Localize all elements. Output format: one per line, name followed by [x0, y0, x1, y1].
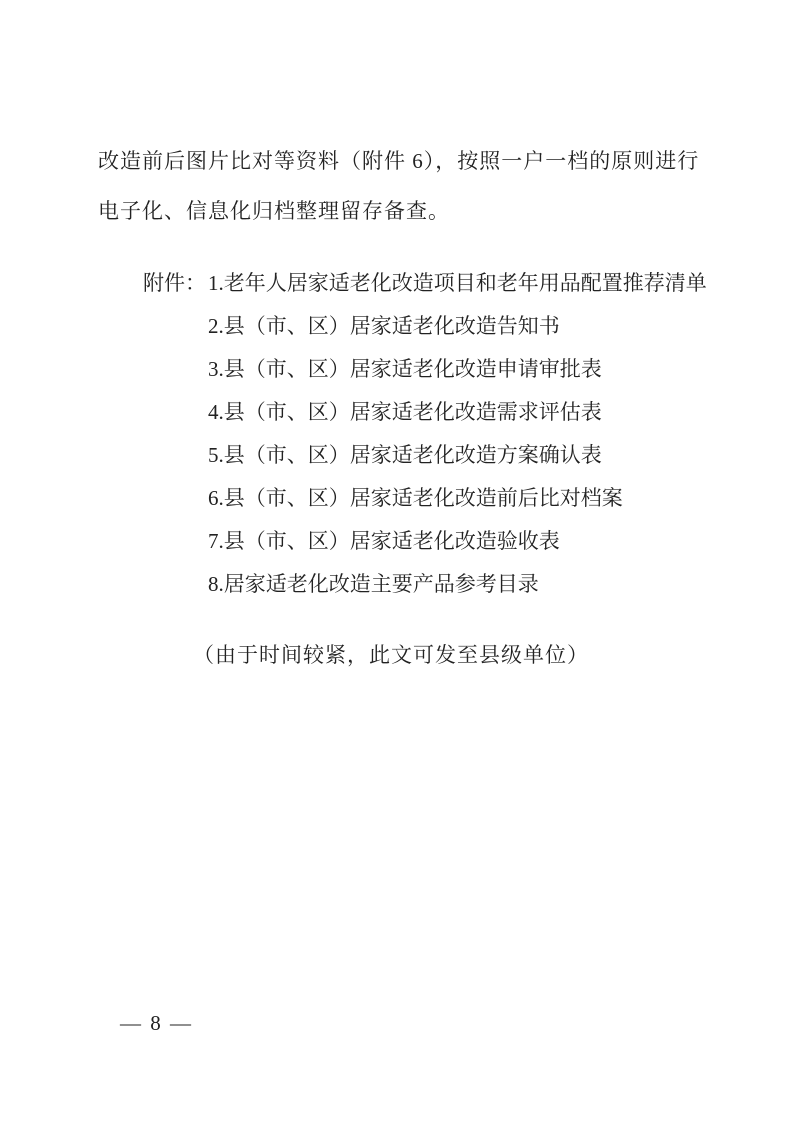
attachments-list [208, 262, 707, 606]
attachment-item: 1.老年人居家适老化改造项目和老年用品配置推荐清单 [208, 271, 707, 295]
paragraph-line: 电子化、信息化归档整理留存备查。 [98, 199, 450, 223]
page-number: — 8 — [120, 1011, 193, 1035]
attachment-item: 8.居家适老化改造主要产品参考目录 [208, 572, 539, 596]
attachment-item: 6.县（市、区）居家适老化改造前后比对档案 [208, 486, 623, 510]
attachment-item: 7.县（市、区）居家适老化改造验收表 [208, 529, 560, 553]
paragraph-line: 改造前后图片比对等资料（附件 6），按照一户一档的原则进行 [98, 149, 700, 173]
note-line: （由于时间较紧，此文可发至县级单位） [193, 643, 589, 667]
attachment-item: 5.县（市、区）居家适老化改造方案确认表 [208, 443, 602, 467]
attachments-label: 附件： [143, 271, 206, 295]
body-paragraph [98, 136, 704, 236]
attachment-item: 3.县（市、区）居家适老化改造申请审批表 [208, 357, 602, 381]
attachment-item: 4.县（市、区）居家适老化改造需求评估表 [208, 400, 602, 424]
attachment-item: 2.县（市、区）居家适老化改造告知书 [208, 314, 560, 338]
attachments-block [143, 262, 707, 606]
